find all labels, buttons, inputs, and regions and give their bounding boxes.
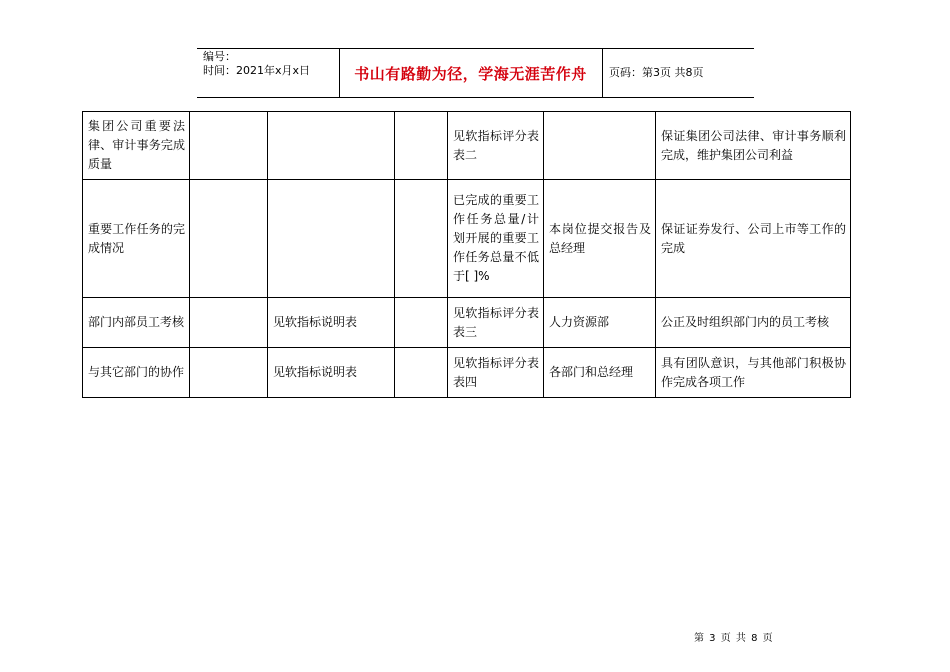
document-time-label: 时间：2021年x月x日 [203,64,311,77]
table-cell: 与其它部门的协作 [83,348,190,398]
table-cell: 保证集团公司法律、审计事务顺利完成，维护集团公司利益 [656,112,851,180]
table-row [83,348,851,398]
table-cell: 部门内部员工考核 [83,298,190,348]
table-cell [544,112,656,180]
table-cell: 各部门和总经理 [544,348,656,398]
table-cell [395,112,448,180]
table-row [83,180,851,298]
page-header [197,48,754,98]
table-cell [395,298,448,348]
table-cell: 已完成的重要工作任务总量/计划开展的重要工作任务总量不低于[ ]% [448,180,544,298]
table-cell: 集团公司重要法律、审计事务完成质量 [83,112,190,180]
header-divider [602,49,603,97]
table-cell: 保证证券发行、公司上市等工作的完成 [656,180,851,298]
table-cell: 人力资源部 [544,298,656,348]
table-cell [190,348,268,398]
table-cell [190,298,268,348]
table-cell: 重要工作任务的完成情况 [83,180,190,298]
table-cell [268,180,395,298]
table-row [83,112,851,180]
table-cell: 见软指标评分表表二 [448,112,544,180]
table-cell: 见软指标评分表表四 [448,348,544,398]
page-footer: 第 3 页 共 8 页 [694,633,774,644]
table-cell: 具有团队意识，与其他部门积极协作完成各项工作 [656,348,851,398]
table-cell: 本岗位提交报告及总经理 [544,180,656,298]
assessment-table [82,111,851,398]
table-row [83,298,851,348]
header-motto: 书山有路勤为径，学海无涯苦作舟 [354,65,587,83]
table-cell: 见软指标说明表 [268,298,395,348]
table-cell [395,180,448,298]
table-cell [190,112,268,180]
table-cell: 见软指标说明表 [268,348,395,398]
table-cell [268,112,395,180]
header-page-number: 页码：第3页 共8页 [609,66,704,79]
table-cell [190,180,268,298]
table-cell: 见软指标评分表表三 [448,298,544,348]
document-code-label: 编号： [203,50,236,63]
table-cell: 公正及时组织部门内的员工考核 [656,298,851,348]
table-cell [395,348,448,398]
